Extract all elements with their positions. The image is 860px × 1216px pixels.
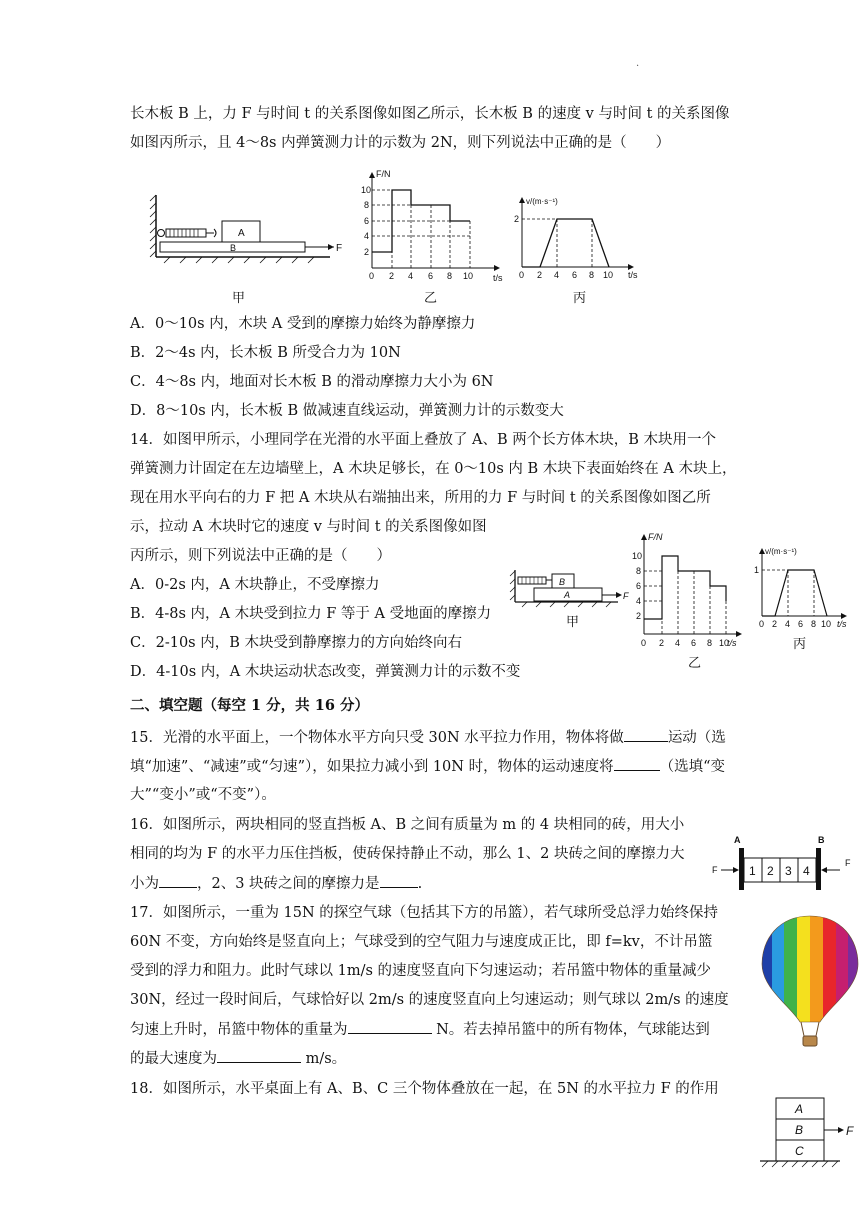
q14-jia-label-f: F bbox=[623, 591, 629, 601]
q16-brick-2: 2 bbox=[767, 864, 774, 878]
q13-fig-jia bbox=[150, 195, 350, 270]
q13-bing-ylabel: v/(m·s⁻¹) bbox=[526, 197, 558, 206]
q16-line2: 相同的均为 F 的水平力压住挡板，使砖保持静止不动，那么 1、2 块砖之间的摩擦力大 bbox=[130, 846, 685, 862]
q13-option-c: C．4～8s 内，地面对长木板 B 的滑动摩擦力大小为 6N bbox=[130, 374, 494, 390]
svg-text:2: 2 bbox=[514, 214, 520, 224]
q15-line3: 大”“变小”或“不变”）。 bbox=[130, 787, 276, 803]
q14-line2: 弹簧测力计固定在左边墙壁上，A 木块足够长，在 0～10s 内 B 木块下表面始终在 A 木块上， bbox=[130, 461, 737, 477]
q17-blank-2[interactable] bbox=[217, 1048, 301, 1063]
q17-text-6b: m/s。 bbox=[301, 1051, 347, 1067]
q14-yi-ylabel: F/N bbox=[648, 532, 663, 542]
q14-option-a: A．0-2s 内，A 木块静止，不受摩擦力 bbox=[130, 577, 380, 593]
svg-text:6: 6 bbox=[572, 270, 578, 280]
q14-fig-bing bbox=[750, 546, 860, 632]
hot-air-balloon-icon bbox=[760, 912, 860, 1052]
svg-text:0: 0 bbox=[641, 638, 647, 648]
section-heading: 二、填空题（每空 1 分，共 16 分） bbox=[130, 697, 369, 714]
q14-jia-label-b: B bbox=[559, 577, 566, 587]
svg-text:0: 0 bbox=[369, 271, 375, 281]
svg-text:2: 2 bbox=[537, 270, 543, 280]
q14-yi-caption: 乙 bbox=[688, 656, 702, 671]
q13-line1: 长木板 B 上，力 F 与时间 t 的关系图像如图乙所示，长木板 B 的速度 v 与时间 t 的关系图像 bbox=[130, 106, 730, 122]
q13-yi-xlabel: t/s bbox=[493, 273, 503, 283]
q16-blank-2[interactable] bbox=[380, 873, 418, 888]
q17-line1: 17．如图所示，一重为 15N 的探空气球（包括其下方的吊篮），若气球所受总浮力始终保持 bbox=[130, 905, 719, 921]
q15-line1 bbox=[130, 727, 726, 748]
q14-option-d: D．4-10s 内，A 木块运动状态改变，弹簧测力计的示数不变 bbox=[130, 664, 521, 680]
q13-option-d: D．8～10s 内，长木板 B 做减速直线运动，弹簧测力计的示数变大 bbox=[130, 403, 564, 419]
svg-text:1: 1 bbox=[754, 565, 760, 575]
q16-line3 bbox=[130, 873, 422, 894]
q13-line2: 如图丙所示，且 4～8s 内弹簧测力计的示数为 2N，则下列说法中正确的是（ ） bbox=[130, 135, 671, 151]
q17-blank-1[interactable] bbox=[348, 1019, 432, 1034]
q13-jia-label-b: B bbox=[230, 243, 237, 253]
q14-bing-xlabel: t/s bbox=[837, 619, 847, 629]
q15-text-2b: （选填“变 bbox=[659, 759, 726, 775]
svg-text:8: 8 bbox=[364, 200, 370, 210]
svg-text:6: 6 bbox=[428, 271, 434, 281]
q17-text-5b: N。若去掉吊篮中的所有物体，气球能达到 bbox=[431, 1022, 710, 1038]
q13-fig-yi bbox=[360, 168, 520, 286]
q16-line1: 16．如图所示，两块相同的竖直挡板 A、B 之间有质量为 m 的 4 块相同的砖，用大小 bbox=[130, 817, 685, 833]
q14-jia-label-a: A bbox=[564, 590, 571, 600]
svg-text:0: 0 bbox=[759, 619, 765, 629]
q18-fig-stack bbox=[760, 1096, 860, 1168]
svg-text:6: 6 bbox=[364, 216, 370, 226]
q16-fig-bricks bbox=[712, 832, 860, 892]
q13-bing-caption: 丙 bbox=[573, 291, 587, 306]
svg-text:10: 10 bbox=[821, 619, 832, 629]
q14-line1: 14．如图甲所示，小理同学在光滑的水平面上叠放了 A、B 两个长方体木块，B 木块用一个 bbox=[130, 432, 717, 448]
q14-option-b: B．4-8s 内，A 木块受到拉力 F 等于 A 受地面的摩擦力 bbox=[130, 606, 492, 622]
q17-line2: 60N 不变，方向始终是竖直向上；气球受到的空气阻力与速度成正比，即 f=kv，不计吊篮 bbox=[130, 934, 713, 950]
svg-text:4: 4 bbox=[364, 231, 370, 241]
q14-jia-caption: 甲 bbox=[566, 615, 580, 630]
svg-text:8: 8 bbox=[447, 271, 453, 281]
q15-text-1a: 15．光滑的水平面上，一个物体水平方向只受 30N 水平拉力作用，物体将做 bbox=[130, 730, 624, 746]
svg-text:8: 8 bbox=[636, 566, 642, 576]
svg-text:6: 6 bbox=[798, 619, 804, 629]
q13-jia-label-f: F bbox=[336, 243, 343, 254]
svg-text:2: 2 bbox=[364, 247, 370, 257]
q16-brick-1: 1 bbox=[749, 864, 756, 878]
q15-line2 bbox=[130, 756, 725, 777]
svg-text:4: 4 bbox=[408, 271, 414, 281]
q14-line5: 丙所示，则下列说法中正确的是（ ） bbox=[130, 548, 391, 564]
q16-blank-1[interactable] bbox=[159, 873, 197, 888]
q14-bing-ylabel: v/(m·s⁻¹) bbox=[765, 547, 797, 556]
q15-blank-1[interactable] bbox=[624, 727, 668, 742]
q15-text-1b: 运动（选 bbox=[667, 730, 726, 746]
q16-text-3a: 小为 bbox=[130, 876, 159, 892]
q18-label-a: A bbox=[795, 1102, 804, 1116]
q16-text-3c: . bbox=[417, 876, 423, 892]
q17-line5 bbox=[130, 1019, 710, 1040]
q14-bing-caption: 丙 bbox=[793, 637, 807, 652]
q16-label-f-left: F bbox=[712, 865, 718, 875]
svg-text:4: 4 bbox=[785, 619, 791, 629]
svg-text:10: 10 bbox=[632, 551, 643, 561]
page-dot: . bbox=[636, 58, 640, 69]
q18-line1: 18．如图所示，水平桌面上有 A、B、C 三个物体叠放在一起，在 5N 的水平拉力 F 的作用 bbox=[130, 1081, 719, 1097]
q16-label-b: B bbox=[818, 835, 825, 845]
q17-text-6a: 的最大速度为 bbox=[130, 1051, 217, 1067]
q15-blank-2[interactable] bbox=[614, 756, 660, 771]
q17-line3: 受到的浮力和阻力。此时气球以 1m/s 的速度竖直向下匀速运动；若吊篮中物体的重量减少 bbox=[130, 963, 712, 979]
q16-label-f-right: F bbox=[845, 858, 851, 868]
q17-line6 bbox=[130, 1048, 346, 1069]
q13-option-a: A．0～10s 内，木块 A 受到的摩擦力始终为静摩擦力 bbox=[130, 316, 476, 332]
q14-line3: 现在用水平向右的力 F 把 A 木块从右端抽出来，所用的力 F 与时间 t 的关系图像如图乙所 bbox=[130, 490, 711, 506]
svg-text:8: 8 bbox=[811, 619, 817, 629]
svg-text:8: 8 bbox=[589, 270, 595, 280]
q13-jia-label-a: A bbox=[238, 228, 245, 239]
q13-yi-ylabel: F/N bbox=[376, 169, 391, 179]
svg-text:6: 6 bbox=[636, 581, 642, 591]
q16-brick-4: 4 bbox=[803, 864, 810, 878]
svg-text:10: 10 bbox=[603, 270, 614, 280]
q15-text-2a: 填“加速”、“减速”或“匀速”），如果拉力减小到 10N 时，物体的运动速度将 bbox=[130, 759, 614, 775]
svg-text:8: 8 bbox=[707, 638, 713, 648]
svg-text:4: 4 bbox=[554, 270, 560, 280]
q18-label-c: C bbox=[795, 1144, 804, 1158]
svg-text:2: 2 bbox=[772, 619, 778, 629]
svg-text:4: 4 bbox=[636, 596, 642, 606]
q16-label-a: A bbox=[734, 835, 741, 845]
q18-label-f: F bbox=[846, 1124, 854, 1138]
q13-yi-caption: 乙 bbox=[424, 291, 438, 306]
q14-fig-jia bbox=[510, 568, 635, 608]
svg-text:6: 6 bbox=[691, 638, 697, 648]
q16-text-3b: ，2、3 块砖之间的摩擦力是 bbox=[197, 876, 380, 892]
q17-text-5a: 匀速上升时，吊篮中物体的重量为 bbox=[130, 1022, 348, 1038]
svg-text:4: 4 bbox=[675, 638, 681, 648]
svg-text:2: 2 bbox=[659, 638, 665, 648]
q14-yi-xlabel: t/s bbox=[727, 638, 737, 648]
q13-jia-caption: 甲 bbox=[232, 291, 246, 306]
q18-label-b: B bbox=[795, 1123, 804, 1137]
q13-bing-xlabel: t/s bbox=[628, 270, 638, 280]
q13-fig-bing bbox=[510, 195, 650, 287]
q13-option-b: B．2～4s 内，长木板 B 所受合力为 10N bbox=[130, 345, 401, 361]
svg-text:2: 2 bbox=[389, 271, 395, 281]
svg-text:10: 10 bbox=[719, 638, 730, 648]
svg-text:0: 0 bbox=[519, 270, 525, 280]
svg-text:10: 10 bbox=[463, 271, 474, 281]
q16-brick-3: 3 bbox=[785, 864, 792, 878]
svg-text:2: 2 bbox=[636, 611, 642, 621]
q17-line4: 30N，经过一段时间后，气球恰好以 2m/s 的速度竖直向上匀速运动；则气球以 2m/s 的速度 bbox=[130, 992, 729, 1008]
q14-line4: 示，拉动 A 木块时它的速度 v 与时间 t 的关系图像如图 bbox=[130, 519, 487, 535]
svg-text:10: 10 bbox=[361, 185, 372, 195]
q14-option-c: C．2-10s 内，B 木块受到静摩擦力的方向始终向右 bbox=[130, 635, 462, 651]
q14-fig-yi bbox=[630, 530, 750, 650]
